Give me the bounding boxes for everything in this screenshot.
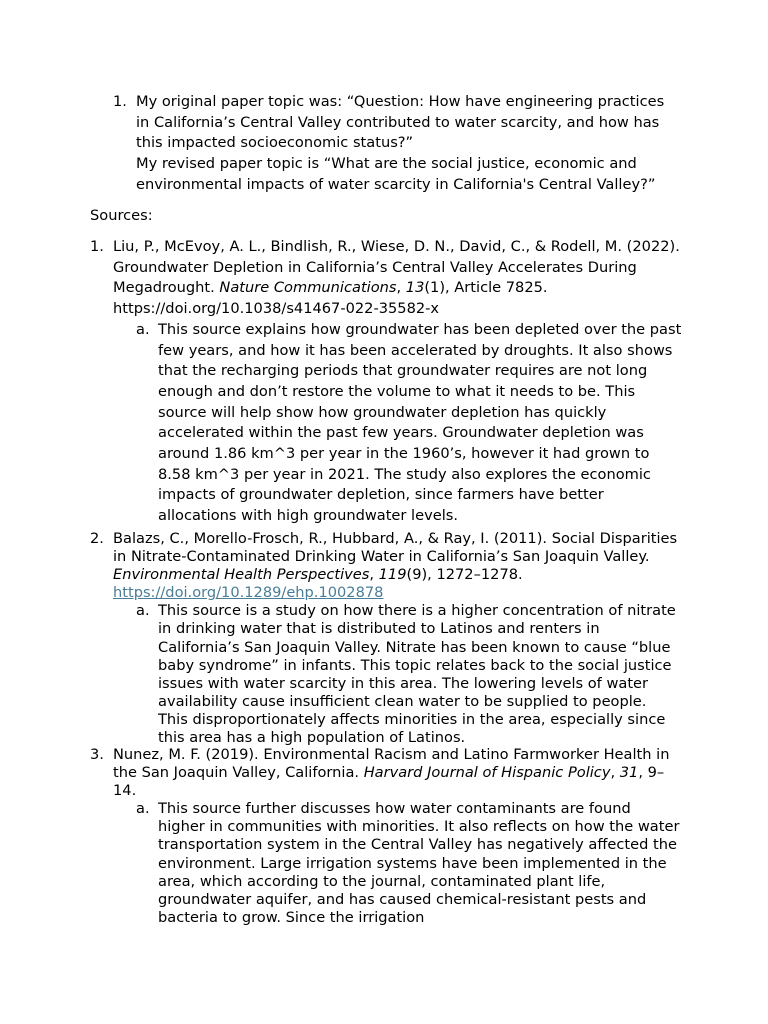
annotation-text: This source explains how groundwater has been depleted over the past few years, and how it has been accelerated by droughts. It also shows that the recharging periods that groundwater requires are not long enough and don’t restore the volume to what it needs to be. This source will help show how groundwater depletion has quickly accelerated within the past few years. Groundwater depletion was around 1.86 km^3 per year in the 1960’s, however it had grown to 8.58 km^3 per year in 2021. The study also explores the economic impacts of groundwater depletion, since farmers have better allocations with high groundwater levels. [158,320,682,525]
source-number: 1. [90,238,104,255]
source-citation: Balazs, C., Morello-Frosch, R., Hubbard, A., & Ray, I. (2011). Social Disparities in Nitrate-Contaminated Drinking Water in California’s San Joaquin Valley. Environmental Health Perspectives, 119(9), 1272–1278. https://doi.org/10.1289/ehp.1002878 [113,530,678,602]
source-citation: Liu, P., McEvoy, A. L., Bindlish, R., Wiese, D. N., David, C., & Rodell, M. (2022). Groundwater Depletion in California’s Central Valley Accelerates During Megadrought. Nature Communications, 13(1), Article 7825. https://doi.org/10.1038/s41467-022-35582-x [113,238,680,318]
sources-heading: Sources: [90,207,153,224]
revised-topic: My revised paper topic is “What are the social justice, economic and environmental impacts of water scarcity in California's Central Valley?” [136,155,656,193]
annotation-text: This source is a study on how there is a higher concentration of nitrate in drinking water that is distributed to Latinos and renters in California’s San Joaquin Valley. Nitrate has been known to cause “blue baby syndrome” in infants. This topic relates back to the social justice issues with water scarcity in this area. The lowering levels of water availability cause insufficient clean water to be supplied to people. This disproportionately affects minorities in the area, especially since this area has a high population of Latinos. [158,602,676,747]
topic-number: 1. [113,93,127,110]
source-entry-3 [90,746,682,927]
journal-volume: 31 [619,764,639,782]
journal-name: Harvard Journal of Hispanic Policy [363,764,611,782]
journal-volume: 13 [405,279,425,297]
original-topic: My original paper topic was: “Question: How have engineering practices in California’s Central Valley contributed to water scarcity, and how has this impacted socioeconomic status?” [136,93,665,152]
source-citation: Nunez, M. F. (2019). Environmental Racism and Latino Farmworker Health in the San Joaquin Valley, California. Harvard Journal of Hispanic Policy, 31, 9–14. [113,746,670,800]
annotation-text: This source further discusses how water contaminants are found higher in communities with minorities. It also reflects on how the water transportation system in the Central Valley has negatively affected the environment. Large irrigation systems have been implemented in the area, which according to the journal, contaminated plant life, groundwater aquifer, and has caused chemical-resistant pests and bacteria to grow. Since the irrigation [158,800,680,926]
source-annotation [136,320,682,527]
source-number: 2. [90,530,104,547]
source-number: 3. [90,746,104,763]
annotation-letter: a. [136,602,150,620]
source-annotation [136,602,680,747]
journal-name: Nature Communications [219,279,397,297]
topic-item [113,92,673,196]
source-annotation [136,800,682,927]
source-entry-1 [90,237,682,527]
source-entry-2 [90,530,680,747]
doi-link[interactable]: https://doi.org/10.1289/ehp.1002878 [113,584,384,602]
journal-volume: 119 [378,566,407,584]
journal-name: Environmental Health Perspectives [113,566,370,584]
annotation-letter: a. [136,800,150,818]
annotation-letter: a. [136,320,150,338]
